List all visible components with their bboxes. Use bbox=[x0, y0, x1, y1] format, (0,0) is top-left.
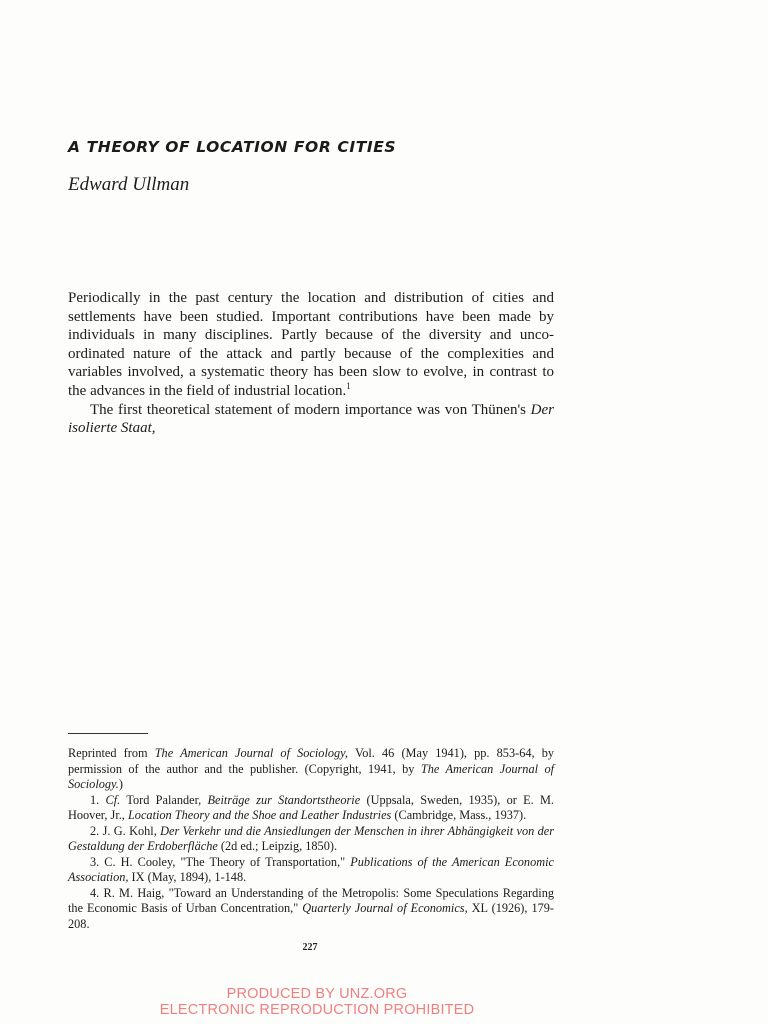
watermark-line: PRODUCED BY UNZ.ORG bbox=[226, 986, 408, 1002]
note-text: 3. C. H. Cooley, "The Theory of Transportation," bbox=[90, 854, 346, 869]
book-title: Der Verkehr und die Ansiedlungen der Menschen in ihrer Abhängigkeit von der Gestaldung der Erdoberfläche bbox=[68, 823, 554, 853]
footnote-4 bbox=[68, 886, 554, 933]
footnote-2 bbox=[68, 824, 554, 855]
footnote-3 bbox=[68, 855, 554, 886]
note-text: (2d ed.; Leipzig, 1850). bbox=[220, 839, 338, 853]
article-body bbox=[68, 289, 554, 438]
note-text: IX (May, 1894), 1-148. bbox=[131, 870, 247, 884]
journal-title: Quarterly Journal of Economics, bbox=[302, 901, 468, 915]
footnote-ref: 1 bbox=[346, 380, 351, 391]
book-title: Location Theory and the Shoe and Leather Industries bbox=[127, 808, 392, 822]
footnotes bbox=[68, 746, 554, 932]
watermark-line: ELECTRONIC REPRODUCTION PROHIBITED bbox=[159, 1002, 475, 1018]
footnote-divider bbox=[68, 733, 148, 734]
reprint-note bbox=[68, 746, 554, 793]
note-text: Reprinted from bbox=[68, 746, 148, 760]
note-number: 1. bbox=[90, 792, 100, 807]
note-text: (Uppsala, Sweden, 1935), or E. M. Hoover, Jr., bbox=[68, 792, 554, 822]
book-title: Beiträge zur Standortstheorie bbox=[207, 792, 361, 807]
article-author: Edward Ullman bbox=[68, 174, 190, 195]
page-number: 227 bbox=[302, 942, 318, 953]
journal-title: The American Journal of Sociology, bbox=[154, 746, 349, 760]
journal-title: The American Journal of Sociology. bbox=[68, 761, 555, 791]
paragraph-text: Periodically in the past century the location and distribution of cities and settlements have been studied. Important contributions have been made by individuals in many disciplines. Partly because of the diversity and unco-ordinated nature of the attack and partly because of the complexities and variables involved, a systematic theory has been slow to evolve, in contrast to the advances in the field of industrial location. bbox=[68, 290, 554, 399]
journal-title: Publications of the American Economic Association, bbox=[68, 854, 554, 884]
note-text: Vol. 46 (May 1941), pp. 853-64, by permission of the author and the publisher. (Copyright, 1941, by bbox=[68, 746, 555, 776]
paragraph-text: The first theoretical statement of modern importance was von Thünen's bbox=[90, 401, 526, 418]
paragraph bbox=[68, 401, 554, 438]
note-text: Tord Palander, bbox=[126, 792, 202, 807]
book-title: Der isolierte Staat, bbox=[68, 401, 554, 437]
note-text: (Cambridge, Mass., 1937). bbox=[394, 808, 527, 822]
note-text: XL (1926), 179-208. bbox=[68, 901, 555, 931]
note-text: 2. J. G. Kohl, bbox=[90, 823, 157, 838]
footnote-1 bbox=[68, 793, 554, 824]
watermark bbox=[0, 986, 634, 1018]
note-text: 4. R. M. Haig, "Toward an Understanding of the Metropolis: Some Speculations Regarding the Economic Basis of Urban Concentration," bbox=[68, 885, 554, 915]
note-text: ) bbox=[118, 777, 123, 791]
note-text: Cf. bbox=[105, 792, 121, 807]
article-title: A THEORY OF LOCATION FOR CITIES bbox=[68, 138, 397, 156]
paragraph bbox=[68, 289, 554, 401]
